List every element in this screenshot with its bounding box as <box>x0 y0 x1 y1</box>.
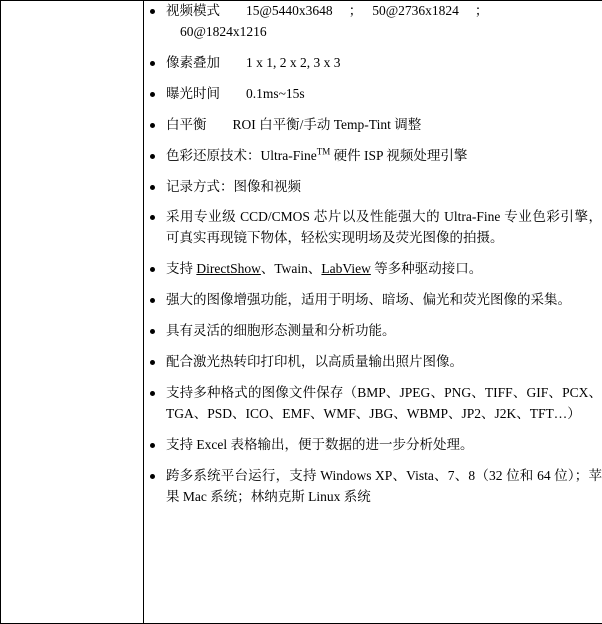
table-row <box>1 1 602 624</box>
pixel-binning-value: 1 x 1, 2 x 2, 3 x 3 <box>246 54 341 70</box>
list-item-file-formats <box>144 383 602 425</box>
list-item-drivers <box>144 259 602 280</box>
feature-list <box>144 1 602 508</box>
video-mode-sep-1: ； <box>348 3 363 18</box>
video-mode-value-3: 60@1824x1216 <box>180 23 267 39</box>
list-item-cell-morphology <box>144 321 602 342</box>
white-balance-label: 白平衡 <box>166 116 207 132</box>
list-item-white-balance <box>144 115 602 136</box>
thermal-printer-text: 配合激光热转印打印机，以高质量输出照片图像。 <box>166 354 463 370</box>
video-mode-label: 视频模式 <box>166 3 220 18</box>
list-item-color-restoration <box>144 146 602 167</box>
sensor-engine-text: 采用专业级 CCD/CMOS 芯片以及性能强大的 Ultra-Fine 专业色彩引擎，可真实再现镜下物体，轻松实现明场及荧光图像的拍摄。 <box>166 209 602 246</box>
color-restoration-trademark: TM <box>316 146 331 157</box>
list-item-pixel-binning <box>144 53 602 74</box>
image-enhancement-text: 强大的图像增强功能，适用于明场、暗场、偏光和荧光图像的采集。 <box>166 292 571 308</box>
pixel-binning-label: 像素叠加 <box>166 54 220 70</box>
video-mode-value-1: 15@5440x3648 <box>246 3 333 18</box>
list-item-image-enhancement <box>144 290 602 311</box>
color-restoration-label: 色彩还原技术： <box>166 147 261 163</box>
list-item-excel-export <box>144 435 602 456</box>
video-mode-sep-2: ； <box>474 3 489 18</box>
list-item-cross-platform <box>144 466 602 508</box>
color-restoration-value-suffix: 硬件 ISP 视频处理引擎 <box>333 147 468 163</box>
list-item-thermal-printer <box>144 352 602 373</box>
drivers-text: 支持 DirectShow、Twain、LabView 等多种驱动接口。 <box>166 261 483 277</box>
excel-export-text: 支持 Excel 表格输出，便于数据的进一步分析处理。 <box>166 436 474 452</box>
cross-platform-text: 跨多系统平台运行，支持 Windows XP、Vista、7、8（32 位和 64 位）；苹果 Mac 系统；林纳克斯 Linux 系统 <box>166 467 602 504</box>
white-balance-value: ROI 白平衡/手动 Temp-Tint 调整 <box>232 116 422 132</box>
left-column-content <box>1 1 143 623</box>
recording-mode-label: 记录方式：图像和视频 <box>166 178 301 194</box>
table-cell-right-content <box>144 1 602 624</box>
cell-morphology-text: 具有灵活的细胞形态测量和分析功能。 <box>166 323 396 339</box>
list-item-sensor-engine <box>144 207 602 249</box>
list-item-exposure-time <box>144 84 602 105</box>
video-mode-value-2: 50@2736x1824 <box>372 3 459 18</box>
list-item-video-mode <box>144 1 602 43</box>
table-cell-left-empty <box>1 1 144 624</box>
color-restoration-value-prefix: Ultra-Fine <box>260 147 317 163</box>
exposure-time-value: 0.1ms~15s <box>246 85 305 101</box>
exposure-time-label: 曝光时间 <box>166 85 220 101</box>
file-formats-text: 支持多种格式的图像文件保存（BMP、JPEG、PNG、TIFF、GIF、PCX、TGA、PSD、ICO、EMF、WMF、JBG、WBMP、JP2、J2K、TFT…） <box>166 384 602 421</box>
list-item-recording-mode <box>144 177 602 198</box>
